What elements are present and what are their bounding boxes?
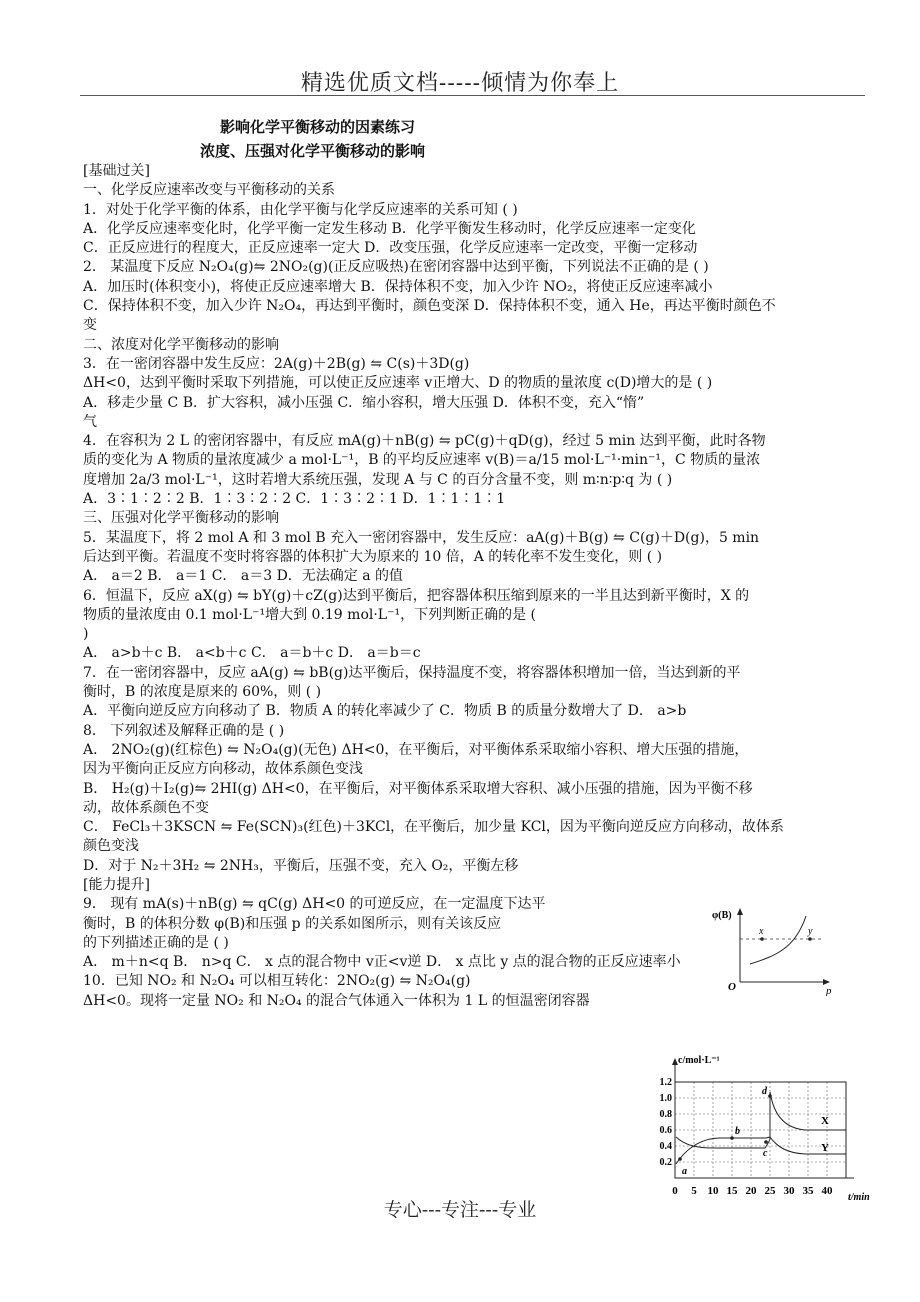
text-line: 颜色变浅 — [83, 838, 139, 855]
x-tick: 15 — [726, 1185, 738, 1197]
page-footer: 专心---专注---专业 — [383, 1199, 537, 1221]
text-line: 2． 某温度下反应 N₂O₄(g)⇋ 2NO₂(g)(正反应吸热)在密闭容器中达到平衡，下列说法不正确的是 ( ) — [83, 259, 709, 276]
text-line: A． 2NO₂(g)(红棕色) ⇋ N₂O₄(g)(无色) ΔH<0，在平衡后，对平衡体系采取缩小容积、增大压强的措施， — [83, 741, 749, 758]
text-line: A．3∶1∶2∶2 B．1∶3∶2∶2 C．1∶3∶2∶1 D．1∶1∶1∶1 — [83, 491, 506, 508]
text-line: 因为平衡向正反应方向移动，故体系颜色变浅 — [83, 761, 363, 778]
text-line: C．保持体积不变，加入少许 N₂O₄，再达到平衡时，颜色变深 D．保持体积不变，通入 He，再达平衡时颜色不 — [83, 298, 776, 315]
text-line: 6．恒温下，反应 aX(g) ⇋ bY(g)＋cZ(g)达到平衡后，把容器体积压缩到原来的一半且达到新平衡时，X 的 — [83, 587, 750, 604]
point-x-label: x — [759, 926, 764, 937]
text-line: 5．某温度下，将 2 mol A 和 3 mol B 充入一密闭容器中，发生反应：aA(g)＋B(g) ⇋ C(g)＋D(g)，5 min — [83, 529, 760, 546]
y-axis-arrow — [737, 908, 743, 915]
point-y-label: y — [808, 926, 813, 937]
text-line: 动，故体系颜色不变 — [83, 799, 209, 816]
origin-label: O — [728, 981, 736, 993]
point-c — [764, 1140, 768, 1144]
text-line: A． a>b＋c B． a<b＋c C． a＝b＋c D． a＝b＝c — [83, 645, 421, 662]
text-line: 质的变化为 A 物质的量浓度减少 a mol·L⁻¹，B 的平均反应速率 v(B)＝a/15 mol·L⁻¹·min⁻¹，C 物质的量浓 — [83, 452, 761, 469]
curve — [750, 916, 806, 964]
x-tick: 0 — [672, 1185, 678, 1197]
text-line: C．正反应进行的程度大，正反应速率一定大 D．改变压强，化学反应速率一定改变，平衡一定移动 — [83, 240, 698, 257]
text-line: 一、化学反应速率改变与平衡移动的关系 — [83, 182, 335, 199]
x-tick: 35 — [802, 1185, 814, 1197]
y-tick: 0.4 — [659, 1141, 672, 1152]
text-line: 3．在一密闭容器中发生反应：2A(g)＋2B(g) ⇋ C(s)＋3D(g) — [83, 355, 470, 372]
text-line: 度增加 2a/3 mol·L⁻¹，这时若增大系统压强，发现 A 与 C 的百分含量不变，则 m∶n∶p∶q 为 ( ) — [83, 471, 673, 488]
y-axis-label: c/mol·L⁻¹ — [678, 1055, 720, 1066]
y-axis-label: φ(B) — [712, 910, 732, 921]
label-b: b — [735, 1126, 740, 1137]
label-a: a — [682, 1166, 687, 1177]
text-line: B． H₂(g)＋I₂(g)⇋ 2HI(g) ΔH<0，在平衡后，对平衡体系采取增大容积、减小压强的措施，因为平衡不移 — [83, 780, 753, 797]
point-y — [808, 937, 812, 941]
point-a — [678, 1157, 682, 1161]
text-line: 二、浓度对化学平衡移动的影响 — [83, 336, 279, 353]
text-line: ΔH<0。现将一定量 NO₂ 和 N₂O₄ 的混合气体通入一体积为 1 L 的恒温密闭容器 — [83, 992, 590, 1009]
point-d — [768, 1094, 772, 1098]
x-axis-label: p — [826, 985, 832, 996]
curve-label-x: X — [821, 1115, 829, 1127]
y-tick: 0.2 — [659, 1157, 672, 1168]
document-title: 影响化学平衡移动的因素练习 — [220, 118, 416, 136]
text-line: 9． 现有 mA(s)＋nB(g) ⇋ qC(g) ΔH<0 的可逆反应，在一定温度下达平 — [83, 896, 546, 913]
curve-label-y: Y — [821, 1142, 829, 1154]
text-line: 10．已知 NO₂ 和 N₂O₄ 可以相互转化：2NO₂(g) ⇋ N₂O₄(g) — [83, 973, 471, 990]
curve-x — [676, 1137, 770, 1148]
text-line: 气 — [83, 413, 97, 430]
text-line: 衡时，B 的体积分数 φ(B)和压强 p 的关系如图所示，则有关该反应 — [83, 915, 502, 932]
curve-y — [676, 1137, 770, 1164]
point-b — [730, 1136, 734, 1140]
graph-phi-b-vs-p — [700, 904, 840, 996]
text-line: A．移走少量 C B．扩大容积，减小压强 C．缩小容积，增大压强 D．体积不变，充入“惰” — [83, 394, 645, 411]
text-line: 变 — [83, 317, 97, 334]
y-tick: 1.2 — [659, 1077, 672, 1088]
text-line: A．平衡向逆反应方向移动了 B．物质 A 的转化率减少了 C．物质 B 的质量分数增大了 D． a>b — [83, 703, 687, 720]
text-line: 衡时，B 的浓度是原来的 60%，则 ( ) — [83, 684, 322, 701]
text-line: 物质的量浓度由 0.1 mol·L⁻¹增大到 0.19 mol·L⁻¹，下列判断正确的是 ( — [83, 606, 537, 623]
y-tick: 1.0 — [659, 1093, 672, 1104]
text-line: A．化学反应速率变化时，化学平衡一定发生移动 B．化学平衡发生移动时，化学反应速率一定变化 — [83, 220, 696, 237]
text-line: 三、压强对化学平衡移动的影响 — [83, 510, 279, 527]
text-line: 8． 下列叙述及解释正确的是 ( ) — [83, 722, 285, 739]
text-line: A． m＋n<q B． n>q C． x 点的混合物中 v正<v逆 D． x 点比 y 点的混合物的正反应速率小 — [83, 954, 681, 971]
header-rule — [80, 95, 865, 96]
point-x — [760, 937, 764, 941]
text-line: A．加压时(体积变小)，将使正反应速率增大 B．保持体积不变，加入少许 NO₂，将使正反应速率减小 — [83, 278, 713, 295]
label-d: d — [762, 1086, 767, 1097]
text-line: 的下列描述正确的是 ( ) — [83, 934, 229, 951]
document-body — [83, 162, 861, 1011]
label-c: c — [763, 1148, 768, 1159]
text-line: C． FeCl₃＋3KSCN ⇋ Fe(SCN)₃(红色)＋3KCl，在平衡后，加少量 KCl，因为平衡向逆反应方向移动，故体系 — [83, 819, 784, 836]
x-tick: 10 — [707, 1185, 719, 1197]
graph-concentration-vs-time — [640, 1052, 880, 1204]
x-tick: 25 — [764, 1185, 776, 1197]
y-tick: 0.6 — [659, 1125, 672, 1136]
text-line: [基础过关] — [83, 163, 150, 179]
text-line: 后达到平衡。若温度不变时将容器的体积扩大为原来的 10 倍，A 的转化率不发生变化，则 ( ) — [83, 548, 663, 565]
page-header: 精选优质文档-----倾情为你奉上 — [300, 71, 620, 96]
x-axis-label: t/min — [848, 1192, 870, 1203]
text-line: ΔH<0，达到平衡时采取下列措施，可以使正反应速率 v正增大、D 的物质的量浓度 c(D)增大的是 ( ) — [83, 375, 713, 392]
text-line: D．对于 N₂＋3H₂ ⇋ 2NH₃，平衡后，压强不变，充入 O₂，平衡左移 — [83, 857, 519, 874]
text-line: 1．对处于化学平衡的体系，由化学平衡与化学反应速率的关系可知 ( ) — [83, 201, 518, 218]
x-tick: 40 — [821, 1185, 833, 1197]
text-line: 7．在一密闭容器中，反应 aA(g) ⇋ bB(g)达平衡后，保持温度不变，将容器体积增加一倍，当达到新的平 — [83, 664, 741, 681]
y-tick: 0.8 — [659, 1109, 672, 1120]
document-subtitle: 浓度、压强对化学平衡移动的影响 — [200, 142, 426, 160]
text-line: [能力提升] — [83, 876, 150, 893]
text-line: 4．在容积为 2 L 的密闭容器中，有反应 mA(g)＋nB(g) ⇋ pC(g)＋qD(g)，经过 5 min 达到平衡，此时各物 — [83, 433, 766, 450]
x-tick: 20 — [745, 1185, 757, 1197]
text-line: ) — [83, 626, 89, 643]
x-tick: 30 — [783, 1185, 795, 1197]
x-tick: 5 — [691, 1185, 697, 1197]
text-line: A． a＝2 B． a＝1 C． a＝3 D．无法确定 a 的值 — [83, 568, 404, 585]
